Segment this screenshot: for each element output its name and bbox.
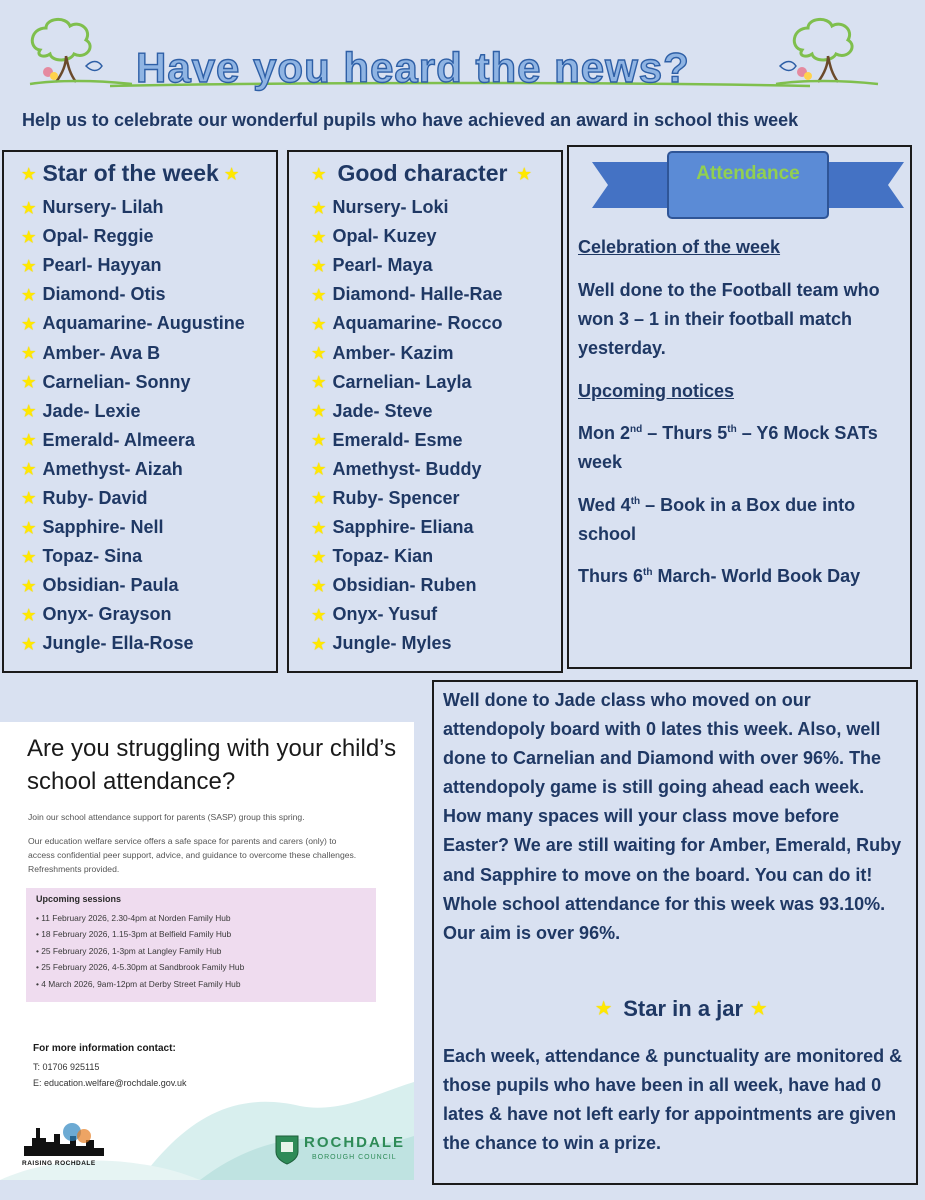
star-icon: ★: [751, 999, 767, 1018]
list-item: [312, 455, 503, 484]
list-item: [312, 571, 503, 600]
star-in-jar-text: Each week, attendance & punctuality are monitored & those pupils who have been in all week, have had 0 lates & have not left early for appointments are given the chance to win a prize.: [443, 1046, 903, 1154]
notice-item: [578, 562, 898, 591]
session-item: • 25 February 2026, 1-3pm at Langley Family Hub: [36, 943, 244, 959]
star-icon: ★: [312, 345, 326, 363]
list-item: [312, 629, 503, 658]
tree-icon-right: [772, 14, 882, 88]
list-item-text: Ruby- Spencer: [332, 487, 460, 508]
list-item-text: Jungle- Ella-Rose: [42, 633, 194, 654]
list-item: [22, 368, 245, 397]
council-name: ROCHDALE: [304, 1134, 405, 1151]
star-icon: ★: [312, 257, 326, 275]
list-item-text: Amber- Ava B: [42, 342, 161, 363]
list-item: [22, 426, 245, 455]
list-item: [312, 222, 503, 251]
list-item-text: Onyx- Yusuf: [332, 604, 438, 625]
list-item: [22, 338, 245, 367]
list-item-text: Emerald- Esme: [332, 429, 463, 450]
list-item: [22, 600, 245, 629]
notice-text: – Book in a Box due into school: [578, 495, 856, 544]
list-item-text: Aquamarine- Rocco: [332, 313, 503, 334]
star-icon: ★: [22, 490, 36, 508]
star-icon: ★: [224, 165, 239, 183]
page-title: Have you heard the news?: [136, 44, 690, 91]
list-item-text: Topaz- Kian: [332, 546, 434, 567]
list-item-text: Onyx- Grayson: [42, 604, 172, 625]
ribbon-banner: [592, 150, 904, 230]
sessions-box: [26, 888, 376, 1002]
list-item: [312, 338, 503, 367]
star-icon: ★: [22, 548, 36, 566]
notice-text: Mon 2: [578, 423, 630, 443]
star-icon: ★: [312, 606, 326, 624]
sessions-list: [36, 910, 244, 992]
notices-heading: Upcoming notices: [578, 381, 735, 401]
list-item-text: Nursery- Lilah: [42, 197, 164, 218]
list-item: [22, 193, 245, 222]
star-icon: ★: [22, 403, 36, 421]
star-icon: ★: [22, 286, 36, 304]
list-item: [312, 600, 503, 629]
star-icon: ★: [312, 577, 326, 595]
list-item-text: Nursery- Loki: [332, 197, 449, 218]
list-item: [312, 542, 503, 571]
notice-text: – Thurs 5: [642, 423, 728, 443]
list-item: [312, 397, 503, 426]
notice-text: March- World Book Day: [652, 566, 861, 586]
list-item: [312, 193, 503, 222]
star-icon: ★: [312, 165, 326, 183]
star-in-jar-heading: [596, 996, 766, 1022]
star-icon: ★: [22, 165, 36, 183]
list-item-text: Obsidian- Ruben: [332, 575, 477, 596]
page-subtitle: Help us to celebrate our wonderful pupils who have achieved an award in school this week: [22, 110, 799, 130]
session-item: • 25 February 2026, 4-5.30pm at Sandbrook Family Hub: [36, 959, 244, 975]
celebration-text: Well done to the Football team who won 3 – 1 in their football match yesterday.: [578, 280, 880, 358]
list-item-text: Diamond- Otis: [42, 284, 166, 305]
list-item-text: Pearl- Maya: [332, 255, 433, 276]
star-icon: ★: [22, 606, 36, 624]
list-item: [22, 222, 245, 251]
list-item-text: Obsidian- Paula: [42, 575, 179, 596]
list-item: [312, 426, 503, 455]
star-icon: ★: [312, 374, 326, 392]
session-item: • 4 March 2026, 9am-12pm at Derby Street Family Hub: [36, 976, 244, 992]
good-character-list: [312, 193, 503, 659]
star-icon: ★: [312, 635, 326, 653]
list-item: [312, 368, 503, 397]
star-icon: ★: [312, 461, 326, 479]
notice-text: – Y6 Mock SATs week: [578, 423, 878, 472]
list-item-text: Carnelian- Sonny: [42, 371, 191, 392]
star-icon: ★: [312, 228, 326, 246]
notice-text: Wed 4: [578, 495, 631, 515]
list-item: [22, 571, 245, 600]
notice-sup: nd: [630, 424, 643, 435]
star-icon: ★: [22, 374, 36, 392]
notice-sup: th: [643, 567, 653, 578]
attendance-support-flyer: [0, 722, 414, 1180]
list-item: [22, 542, 245, 571]
list-item-text: Jade- Lexie: [42, 400, 141, 421]
list-item-text: Sapphire- Nell: [42, 517, 164, 538]
star-of-week-list: [22, 193, 245, 659]
star-icon: ★: [22, 199, 36, 217]
council-crest-logo: [274, 1134, 300, 1166]
star-icon: ★: [312, 286, 326, 304]
flyer-heading: Are you struggling with your child’s school attendance?: [27, 735, 397, 795]
notice-sup: th: [630, 496, 641, 507]
star-icon: ★: [312, 519, 326, 537]
star-icon: ★: [517, 165, 531, 183]
list-item: [22, 397, 245, 426]
list-item: [22, 251, 245, 280]
list-item-text: Amber- Kazim: [332, 342, 454, 363]
star-icon: ★: [22, 577, 36, 595]
flyer-intro: Join our school attendance support for parents (SASP) group this spring.: [28, 812, 305, 822]
list-item-text: Opal- Kuzey: [332, 226, 437, 247]
celebration-heading: Celebration of the week: [578, 237, 781, 257]
list-item: [22, 309, 245, 338]
star-icon: ★: [312, 403, 326, 421]
star-icon: ★: [312, 315, 326, 333]
star-icon: ★: [22, 315, 36, 333]
list-item-text: Aquamarine- Augustine: [42, 313, 245, 334]
star-icon: ★: [596, 999, 612, 1018]
list-item-text: Sapphire- Eliana: [332, 517, 474, 538]
star-of-week-heading: [22, 160, 238, 187]
list-item: [312, 484, 503, 513]
list-item: [22, 484, 245, 513]
list-item-text: Jungle- Myles: [332, 633, 452, 654]
star-icon: ★: [312, 490, 326, 508]
list-item-text: Emerald- Almeera: [42, 429, 195, 450]
list-item-text: Jade- Steve: [332, 400, 433, 421]
list-item: [312, 513, 503, 542]
notice-item: [578, 419, 888, 477]
attendopoly-text: Well done to Jade class who moved on our attendopoly board with 0 lates this week. Also, well done to Carnelian and Diamond with over 96%. The attendopoly game is still going ahead each week. How many spaces will your class move before Easter? We are still waiting for Amber, Emerald, Ruby and Sapphire to move on the board. You can do it! Whole school attendance for this week was 93.10%. Our aim is over 96%.: [443, 690, 902, 943]
list-item-text: Ruby- David: [42, 487, 148, 508]
star-icon: ★: [312, 548, 326, 566]
good-character-heading: [312, 160, 531, 187]
list-item: [312, 251, 503, 280]
session-item: • 18 February 2026, 1.15-3pm at Belfield Family Hub: [36, 926, 244, 942]
star-icon: ★: [22, 345, 36, 363]
list-item-text: Amethyst- Buddy: [332, 458, 482, 479]
council-subtitle: BOROUGH COUNCIL: [312, 1154, 397, 1161]
attendance-banner-label: Attendance: [696, 163, 800, 184]
list-item-text: Opal- Reggie: [42, 226, 154, 247]
notice-text: Thurs 6: [578, 566, 644, 586]
star-icon: ★: [22, 257, 36, 275]
star-icon: ★: [312, 199, 326, 217]
list-item-text: Topaz- Sina: [42, 546, 143, 567]
list-item-text: Carnelian- Layla: [332, 371, 472, 392]
star-icon: ★: [22, 635, 36, 653]
tree-icon-left: [26, 14, 136, 88]
session-item: • 11 February 2026, 2.30-4pm at Norden Family Hub: [36, 910, 244, 926]
list-item: [22, 513, 245, 542]
city-skyline-logo: [24, 1120, 104, 1156]
contact-email: E: education.welfare@rochdale.gov.uk: [33, 1078, 187, 1088]
list-item: [22, 455, 245, 484]
star-of-week-heading-text: Star of the week: [42, 160, 219, 186]
star-icon: ★: [22, 228, 36, 246]
list-item-text: Diamond- Halle-Rae: [332, 284, 503, 305]
star-icon: ★: [22, 461, 36, 479]
list-item: [312, 309, 503, 338]
list-item-text: Pearl- Hayyan: [42, 255, 162, 276]
flyer-body: Our education welfare service offers a safe space for parents and carers (only) to access confidential peer support, advice, and guidance to overcome these challenges. Refreshments provided.: [28, 836, 357, 874]
star-icon: ★: [22, 519, 36, 537]
contact-heading: For more information contact:: [33, 1043, 176, 1054]
star-in-jar-heading-text: Star in a jar: [623, 996, 744, 1021]
list-item: [22, 629, 245, 658]
star-icon: ★: [22, 432, 36, 450]
notice-sup: th: [727, 424, 737, 435]
list-item: [22, 280, 245, 309]
notice-item: [578, 491, 888, 549]
contact-phone: T: 01706 925115: [33, 1062, 100, 1072]
sessions-heading: Upcoming sessions: [36, 894, 122, 904]
star-icon: ★: [312, 432, 326, 450]
list-item: [312, 280, 503, 309]
list-item-text: Amethyst- Aizah: [42, 458, 183, 479]
good-character-heading-text: Good character: [337, 160, 508, 186]
raising-rochdale-label: RAISING ROCHDALE: [22, 1160, 96, 1167]
